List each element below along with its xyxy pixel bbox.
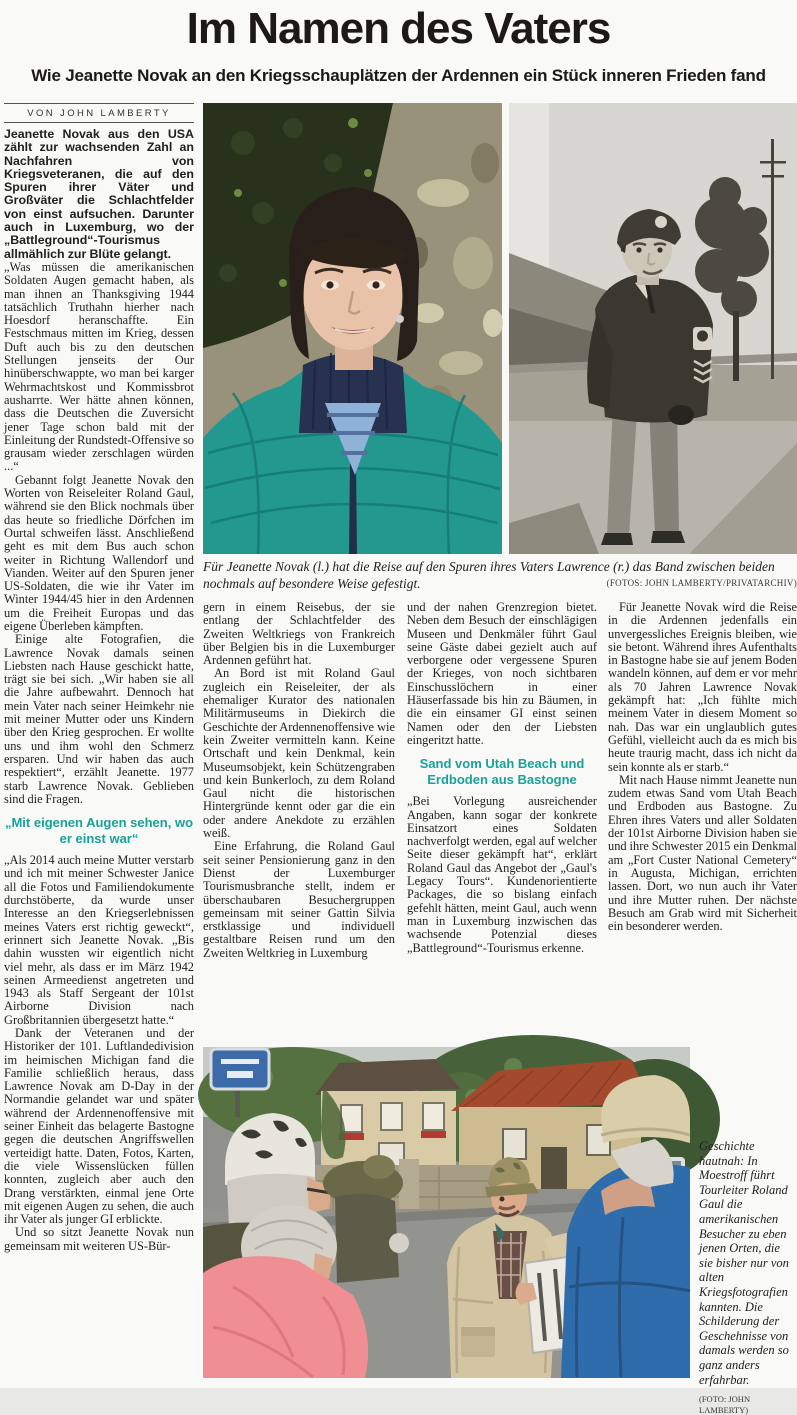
paragraph: und der nahen Grenzregion bietet. Neben dem Besuch der einschlägigen Museen und Denkmäler führt Gaul seine Gäste dabei gezielt auch auf verborgene oder vergessene Spuren der Krieges, von noch sichtbaren Einschusslöchern in einer Häuserfassade bis hin zu Bäumen, in die ein einsamer GI einst seinen Namen oder den der Liebsten eingeritzt hatte.: [407, 600, 597, 747]
caption-text: Für Jeanette Novak (l.) hat die Reise auf den Spuren ihres Vaters Lawrence (r.) das Band zwischen beiden nochmals auf besondere Weise gefestigt.: [203, 559, 775, 591]
paragraph: Einige alte Fotografien, die Lawrence Novak damals seinen Liebsten nach Hause geschickt hatte, trägt sie bei sich. „Wir haben sie all die Jahre aufbewahrt. Dennoch hat mein Vater nach seiner Heimkehr nie mit meiner Mutter oder uns Kindern über den Krieg gesprochen. Er wollte uns und ihm wohl den Schmerz ersparen. Und wir haben das auch respektiert“, erzählt Jeanette. 1977 starb Lawrence Novak. Geblieben sind die Fragen.: [4, 632, 194, 806]
article-column-4: [608, 601, 797, 1011]
section-subhead: „Mit eigenen Augen sehen, wo er einst war“: [4, 815, 194, 846]
subheadline: Wie Jeanette Novak an den Kriegsschauplätzen der Ardennen ein Stück inneren Frieden fand: [31, 66, 766, 85]
paragraph: Und so sitzt Jeanette Novak nun gemeinsam mit weiteren US-Bür-: [4, 1225, 194, 1253]
paragraph: gern in einem Reisebus, der sie entlang der Schlachtfelder des Zweiten Weltkriegs von Frankreich über Belgien bis in die Luxemburger Ardennen geführt hat.: [203, 600, 395, 668]
article-column-2: [203, 601, 395, 1047]
lead-paragraph: Jeanette Novak aus den USA zählt zur wachsenden Zahl an Nachfahren von Kriegsveteranen, die auf den Spuren ihrer Väter und Großväter die Schlachtfelder von einst aufsuchen. Darunter auch in Luxemburg, wo der „Battleground“-Tourismus allmählich zur Blüte gelangt.: [4, 127, 194, 261]
paragraph: Eine Erfahrung, die Roland Gaul seit seiner Pensionierung ganz in den Dienst der Luxemburger Tourismusbranche stellt, indem er überschaubaren Besuchergruppen gemeinsam mit seiner Gattin Silvia erstklassige und individuell gestaltbare Reisen rund um den Zweiten Weltkrieg in Luxemburg: [203, 839, 395, 960]
photo-lawrence-novak: [509, 103, 797, 554]
tour-scene-illustration: [203, 1047, 690, 1378]
section-subhead: Sand vom Utah Beach und Erdboden aus Bastogne: [419, 756, 585, 787]
photo-jeanette-novak: [203, 103, 502, 554]
paragraph: Gebannt folgt Jeanette Novak den Worten von Reiseleiter Roland Gaul, während sie den Blick nochmals über das heute so friedliche Dörfchen im Ourtal schweifen lässt. Anschließend geht es mit dem Bus auch schon weiter in Richtung Wallendorf und Vianden. Weiter auf den Spuren jener US-Soldaten, die wie ihr Vater im Winter 1944/45 hier in den Ardennen um die Freiheit Europas und das eigene Überleben kämpften.: [4, 472, 194, 633]
paragraph: Für Jeanette Novak wird die Reise in die Ardennen jedenfalls ein unvergessliches Ereignis bleiben, wie sie betont. Während ihres Aufenthalts in Bastogne habe sie auf jenem Boden wandeln können, auf dem er vor mehr als 70 Jahren Lawrence Novak gekämpft hat: „Ich fühlte mich meinem Vater in diesem Moment so nah. Das war ein unglaublich gutes Gefühl, vielleicht auch da es mich bis heute traurig macht, dass ich nicht da sein konnte als er starb.“: [608, 600, 797, 774]
photo-tour-moestroff: [203, 1047, 690, 1378]
photo-credit: (FOTO: JOHN LAMBERTY): [699, 1394, 751, 1415]
article-column-1: [4, 128, 194, 1386]
article-column-3: [407, 601, 597, 1047]
byline: VON JOHN LAMBERTY: [4, 103, 194, 123]
paragraph: „Bei Vorlegung ausreichender Angaben, kann sogar der konkrete Einsatzort eines Soldaten nachverfolgt werden, egal auf welcher Seite dieser gekämpft hat“, erklärt Roland Gaul das Angebot der „Gaul's Legacy Tours“. Kundenorientierte Packages, die so bislang einfach gefehlt hätten, meint Gaul, auch wenn man in Luxemburg inzwischen das wachsende Potenzial dieses „Battleground“-Tourismus erkenne.: [407, 794, 597, 955]
paragraph: Dank der Veteranen und der Historiker der 101. Luftlandedivision im heimischen Michigan fand die Familie schließlich heraus, dass Lawrence Novak am D-Day in der Normandie gelandet war und später während der Ardennenoffensive mit seiner Einheit das belagerte Bastogne gegen die deutschen Angriffswellen verteidigt hatte. Daten, Fotos, Karten, die viele Wissenslücken füllen konnten, zugleich aber auch den Drang verstärkten, einmal jene Orte mit eigenen Augen zu sehen, die auch ihr Vater als junger GI erblickte.: [4, 1026, 194, 1227]
paragraph: Mit nach Hause nimmt Jeanette nun zudem etwas Sand vom Utah Beach und Erdboden aus Bastogne. Zu Ehren ihres Vaters und aller Soldaten der 101st Airborne Division haben sie und ihre Schwester 2015 ein Denkmal am „Fort Custer National Cemetery“ in Augusta, Michigan, errichten lassen. Dort, wo nun auch ihr Vater und ihre Mutter ruhen. Der nächste Besuch am Grab wird mit Sicherheit ein besonderer werden.: [608, 772, 797, 934]
paragraph: An Bord ist mit Roland Gaul zugleich ein Reiseleiter, der als ehemaliger Kurator des nationalen Militärmuseums in Diekirch die Geschichte der Ardennenoffensive wie kein Zweiter vermitteln kann. Keine Ortschaft und kein Denkmal, kein Museumsobjekt, kein Schützengraben und kein Bunkerloch, zu dem Roland Gaul nicht die historischen Hintergründe kennt oder gar die ein oder andere Anekdote zu erzählen weiß.: [203, 666, 395, 841]
photo-credit: (FOTOS: JOHN LAMBERTY/PRIVATARCHIV): [606, 577, 797, 588]
top-photo-caption: [203, 559, 797, 593]
jeanette-portrait-illustration: [203, 103, 502, 554]
lawrence-portrait-illustration: [509, 103, 797, 554]
bottom-photo-caption: [699, 1139, 795, 1415]
page-title: Im Namen des Vaters: [186, 4, 611, 53]
paragraph: „Als 2014 auch meine Mutter verstarb und ich mit meiner Schwester Janice all die Fotos und Familiendokumente durchstöberte, da wurde unser Interesse an den Kriegserlebnissen meines Vaters erst richtig geweckt“, erinnert sich Jeanette Novak. „Bis dahin wussten wir eigentlich nicht viel mehr, als dass er im März 1942 seinen Armeedienst angetreten und 1943 als Staff Sergeant der 101st Airborne Division nach Großbritannien übergesetzt hatte.“: [4, 853, 194, 1027]
paragraph: „Was müssen die amerikanischen Soldaten Augen gemacht haben, als man ihnen an Thanksgiving 1944 tatsächlich Truthahn hierher nach Hoesdorf heranschaffte. Ein Festschmaus mitten im Krieg, dessen Duft auch bis zu den deutschen Stellungen jenseits der Our hinüberschwappte, wo man bei karger Wehrmachtskost und Kommissbrot ausharrte. Wer hätte ahnen können, dass die Deutschen die Zuversicht jener Tage schon bald mit der Einleitung der Rundstedt-Offensive so grausam wieder zerschlagen würden ...“: [4, 259, 194, 474]
caption-text: Geschichte hautnah: In Moestroff führt Tourleiter Roland Gaul die amerikanischen Besucher zu eben jenen Orten, die sie bisher nur von alten Kriegsfotografien kannten. Die Schilderung der Geschehnisse von damals werden so ganz anders erfahrbar.: [699, 1139, 789, 1387]
